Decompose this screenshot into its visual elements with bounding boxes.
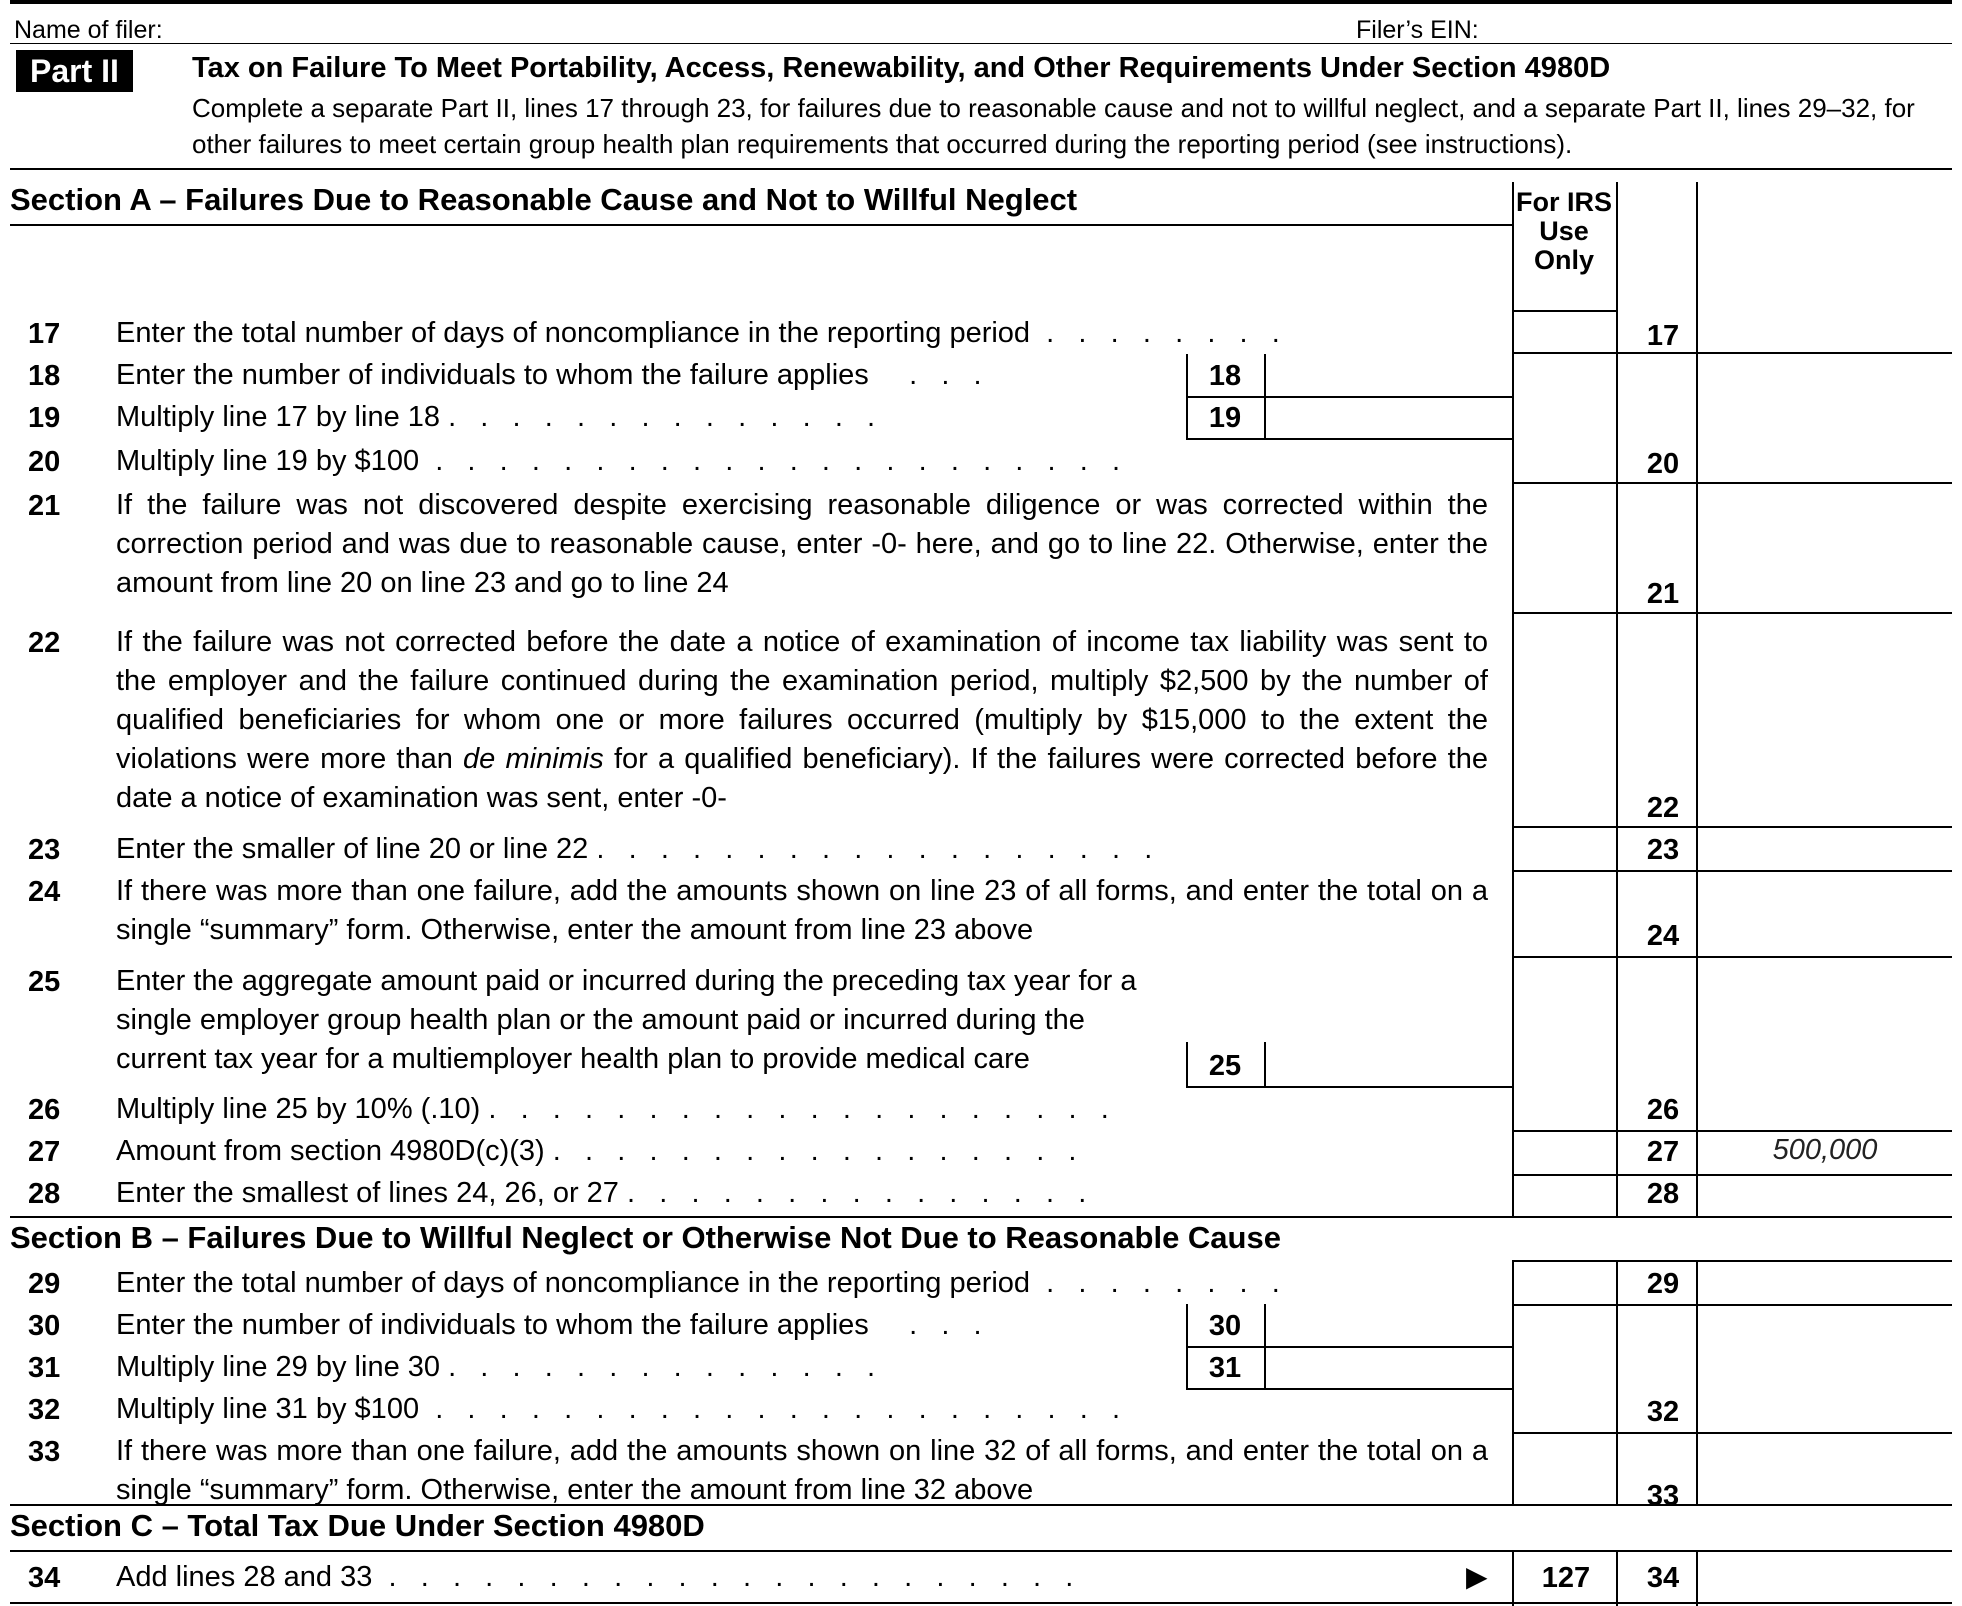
col-rule-irs-left-b	[1512, 1260, 1514, 1504]
filer-ein-label: Filer’s EIN:	[1356, 16, 1479, 44]
box-divider-18-19	[1264, 354, 1266, 438]
line-28-amount-field[interactable]	[1700, 1176, 1950, 1214]
line-26-text	[116, 1090, 1456, 1129]
line-23-amount-field[interactable]	[1700, 830, 1950, 868]
line-24-text: If there was more than one failure, add the amounts shown on line 23 of all forms, and enter the total on a single “summary” form. Otherwise, enter the amount from line 23 above	[116, 875, 1488, 946]
line-28-box-number: 28	[1646, 1178, 1680, 1210]
line-33-box-number: 33	[1646, 1480, 1680, 1512]
col-rule-irs-left-c	[1512, 1550, 1514, 1606]
line-30-text	[116, 1306, 1176, 1345]
line-17-amount-field[interactable]	[1700, 312, 1950, 350]
line-30-label: Enter the number of individuals to whom the failure applies	[116, 1309, 869, 1341]
line-24-number: 24	[28, 876, 61, 908]
line-23-leader: . . . . . . . . . . . . . . . . . .	[588, 833, 1153, 865]
line-23-box-number: 23	[1646, 834, 1680, 866]
line-29-number: 29	[28, 1268, 61, 1300]
line-34-leader: . . . . . . . . . . . . . . . . . . . . . .	[372, 1561, 1074, 1593]
line-22-amount-field[interactable]	[1700, 786, 1950, 824]
line-34-label: Add lines 28 and 33	[116, 1561, 373, 1593]
line-23-text	[116, 830, 1456, 869]
line-19-leader: . . . . . . . . . . . . . .	[440, 401, 876, 433]
line-27-leader: . . . . . . . . . . . . . . . . .	[544, 1135, 1077, 1167]
line-24-box-number: 24	[1646, 920, 1680, 952]
line-31-amount-field[interactable]	[1268, 1350, 1508, 1386]
line-34-number: 34	[28, 1562, 61, 1594]
irs-rule	[1512, 310, 1616, 312]
line-19-amount-field[interactable]	[1268, 400, 1508, 436]
row-rule-21	[1512, 612, 1952, 614]
line-30-number: 30	[28, 1310, 61, 1342]
line-26-label: Multiply line 25 by 10% (.10)	[116, 1093, 481, 1125]
line-20-text	[116, 442, 1456, 481]
line-22-text-part-b: for a qualified beneficiary). If the failures were corrected before the date a notice of examination was sent, enter -0-	[116, 743, 1488, 814]
line-22-box-number: 22	[1646, 792, 1680, 824]
line-31-box-number: 31	[1208, 1352, 1242, 1384]
arrow-icon: ▶	[1466, 1561, 1488, 1592]
box-rule-25	[1186, 1086, 1512, 1088]
line-21-number: 21	[28, 490, 61, 522]
line-34-text	[116, 1558, 1456, 1597]
line-22-number: 22	[28, 627, 61, 659]
line-19-box-number: 19	[1208, 402, 1242, 434]
line-34-irs-code: 127	[1541, 1562, 1591, 1594]
line-22-text	[116, 623, 1488, 818]
line-27-amount-field[interactable]: 500,000	[1772, 1134, 1878, 1166]
line-17-box-number: 17	[1646, 320, 1680, 352]
line-33-amount-field[interactable]	[1700, 1474, 1950, 1512]
row-rule-26	[1512, 1130, 1952, 1132]
line-22-text-part-a: If the failure was not corrected before the date a notice of examination of income tax liability was sent to the employer and the failure continued during the examination period, multiply $2,500 by the number of qualified beneficiaries for whom one or more failures occurred (multiply by $15,000 to the extent the violations were more than	[116, 626, 1488, 775]
line-29-text	[116, 1264, 1456, 1303]
col-rule-irs-right-b	[1616, 1260, 1618, 1504]
row-rule-23	[1512, 870, 1952, 872]
section-c-title: Section C – Total Tax Due Under Section 4980D	[10, 1508, 705, 1543]
line-32-label: Multiply line 31 by $100	[116, 1393, 420, 1425]
line-26-amount-field[interactable]	[1700, 1090, 1950, 1128]
line-33-number: 33	[28, 1436, 61, 1468]
line-23-label: Enter the smaller of line 20 or line 22	[116, 833, 589, 865]
line-34-box-number: 34	[1646, 1562, 1680, 1594]
line-25-amount-field[interactable]	[1268, 1046, 1508, 1084]
line-24-amount-field[interactable]	[1700, 914, 1950, 952]
line-25-box-number: 25	[1208, 1050, 1242, 1082]
line-20-amount-field[interactable]	[1700, 442, 1950, 480]
section-a-rule	[10, 224, 1512, 226]
col-rule-irs-right-c	[1616, 1550, 1618, 1606]
filer-name-label: Name of filer:	[14, 16, 163, 44]
filer-header	[10, 0, 1952, 44]
line-27-number: 27	[28, 1136, 61, 1168]
section-c-rule	[10, 1550, 1952, 1552]
box-divider-25	[1264, 1042, 1266, 1086]
line-30-amount-field[interactable]	[1268, 1306, 1508, 1344]
row-rule-24	[1512, 956, 1952, 958]
part-title: Tax on Failure To Meet Portability, Access, Renewability, and Other Requirements Under Section 4980D	[192, 52, 1611, 84]
box-rule-30	[1186, 1346, 1512, 1348]
line-28-text	[116, 1174, 1456, 1213]
line-30-leader: . . .	[868, 1309, 982, 1341]
part-label: Part II	[16, 50, 133, 92]
line-20-label: Multiply line 19 by $100	[116, 445, 420, 477]
box-rule-19	[1186, 438, 1512, 440]
line-31-text	[116, 1348, 1176, 1387]
row-rule-22	[1512, 826, 1952, 828]
section-b-rule-right	[1512, 1260, 1952, 1262]
line-25-number: 25	[28, 966, 61, 998]
line-18-number: 18	[28, 360, 61, 392]
line-31-label: Multiply line 29 by line 30	[116, 1351, 441, 1383]
section-b-title: Section B – Failures Due to Willful Neglect or Otherwise Not Due to Reasonable Cause	[10, 1220, 1281, 1255]
line-32-amount-field[interactable]	[1700, 1392, 1950, 1430]
line-18-text	[116, 356, 1176, 395]
line-29-amount-field[interactable]	[1700, 1264, 1950, 1302]
line-29-label: Enter the total number of days of noncompliance in the reporting period	[116, 1267, 1031, 1299]
line-21-box-number: 21	[1646, 578, 1680, 610]
line-23-number: 23	[28, 834, 61, 866]
row-rule-32	[1512, 1432, 1952, 1434]
line-17-label: Enter the total number of days of noncompliance in the reporting period	[116, 317, 1031, 349]
line-18-leader: . . .	[868, 359, 982, 391]
line-18-label: Enter the number of individuals to whom the failure applies	[116, 359, 869, 391]
row-rule-29	[1512, 1304, 1952, 1306]
line-28-leader: . . . . . . . . . . . . . . .	[618, 1177, 1087, 1209]
line-20-number: 20	[28, 446, 61, 478]
line-29-box-number: 29	[1646, 1268, 1680, 1300]
line-32-box-number: 32	[1646, 1396, 1680, 1428]
form-page	[10, 0, 1952, 1606]
line-27-box-number: 27	[1646, 1136, 1680, 1168]
line-21-amount-field[interactable]	[1700, 572, 1950, 610]
box-rule-18	[1186, 396, 1512, 398]
line-18-box-number: 18	[1208, 360, 1242, 392]
line-31-number: 31	[28, 1352, 61, 1384]
line-21-text: If the failure was not discovered despite exercising reasonable diligence or was corrected within the correction period and was due to reasonable cause, enter -0- here, and go to line 22. Otherwise, enter the amount from line 20 on line 23 and go to line 24	[116, 489, 1488, 599]
line-26-box-number: 26	[1646, 1094, 1680, 1126]
line-31-leader: . . . . . . . . . . . . . .	[440, 1351, 876, 1383]
line-29-leader: . . . . . . . .	[1030, 1267, 1280, 1299]
line-18-amount-field[interactable]	[1268, 356, 1508, 394]
line-19-label: Multiply line 17 by line 18	[116, 401, 441, 433]
part-instructions: Complete a separate Part II, lines 17 through 23, for failures due to reasonable cause and not to willful neglect, and a separate Part II, lines 29–32, for other failures to meet certain group health plan requirements that occurred during the reporting period (see instructions).	[192, 93, 1915, 159]
row-rule-17	[1512, 352, 1952, 354]
line-27-text	[116, 1132, 1456, 1171]
line-28-number: 28	[28, 1178, 61, 1210]
row-rule-20	[1512, 482, 1952, 484]
part-header	[10, 44, 1952, 170]
col-rule-irs-left	[1512, 182, 1514, 1216]
form-bottom-rule	[10, 1602, 1952, 1604]
line-17-leader: . . . . . . . .	[1030, 317, 1280, 349]
line-26-leader: . . . . . . . . . . . . . . . . . . . .	[480, 1093, 1109, 1125]
line-34-amount-field[interactable]	[1700, 1558, 1950, 1598]
line-20-leader: . . . . . . . . . . . . . . . . . . . . . .	[419, 445, 1121, 477]
line-19-text	[116, 398, 1176, 437]
line-25-text: Enter the aggregate amount paid or incurred during the preceding tax year for a single employer group health plan or the amount paid or incurred during the current tax year for a multiemployer health plan to provide medical care	[116, 965, 1137, 1075]
line-32-text	[116, 1390, 1456, 1429]
line-20-box-number: 20	[1646, 448, 1680, 480]
line-17-number: 17	[28, 318, 61, 350]
line-26-number: 26	[28, 1094, 61, 1126]
line-32-leader: . . . . . . . . . . . . . . . . . . . . . .	[419, 1393, 1121, 1425]
irs-use-only-label: For IRS Use Only	[1515, 187, 1612, 275]
line-33-text: If there was more than one failure, add the amounts shown on line 32 of all forms, and enter the total on a single “summary” form. Otherwise, enter the amount from line 32 above	[116, 1435, 1488, 1506]
box-divider-30-31	[1264, 1304, 1266, 1388]
line-19-number: 19	[28, 402, 61, 434]
section-a-title: Section A – Failures Due to Reasonable Cause and Not to Willful Neglect	[10, 182, 1078, 217]
line-27-label: Amount from section 4980D(c)(3)	[116, 1135, 545, 1167]
col-rule-irs-right	[1616, 182, 1618, 1216]
line-32-number: 32	[28, 1394, 61, 1426]
line-22-text-emphasis: de minimis	[463, 743, 604, 775]
line-30-box-number: 30	[1208, 1310, 1242, 1342]
line-28-label: Enter the smallest of lines 24, 26, or 27	[116, 1177, 619, 1209]
line-17-text	[116, 314, 1456, 353]
